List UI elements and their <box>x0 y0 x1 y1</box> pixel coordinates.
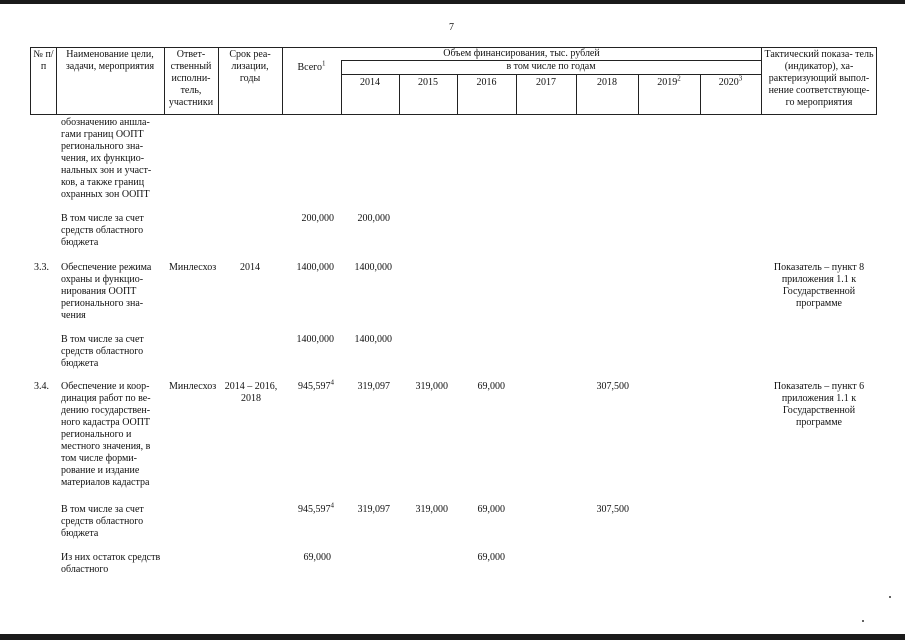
row-3-4-2016: 69,000 <box>477 381 505 392</box>
row-3-4-indicator: Показатель – пункт 6 приложения 1.1 к Государственной программе <box>773 381 865 428</box>
header-total: Всего$^1$ <box>297 59 326 73</box>
header-responsible: Ответ- ственный исполни- тель, участники <box>168 49 214 108</box>
row-3-3-subrow-name: В том числе за счет средств областного бюджета <box>61 334 144 369</box>
remainder-row-total: 69,000 <box>303 552 331 563</box>
remainder-row-2016: 69,000 <box>477 552 505 563</box>
row-3-4-2014: 319,097 <box>357 381 390 392</box>
row-3-4-subrow-2018: 307,500 <box>596 504 629 515</box>
top-scan-border <box>0 0 905 4</box>
row-3-4-number: 3.4. <box>34 381 49 392</box>
row-3-4-responsible: Минлесхоз <box>169 381 217 392</box>
header-year-2019: 2019$^2$ <box>657 74 681 88</box>
header-by-years: в том числе по годам <box>506 61 596 72</box>
row-3-4-subrow-2016: 69,000 <box>477 504 505 515</box>
page-number: 7 <box>449 22 454 33</box>
header-num: № п/п <box>33 49 54 72</box>
row-3-3-total: 1400,000 <box>296 262 334 273</box>
header-indicator: Тактический показа- тель (индикатор), ха- рактеризующий выпол- нение соответствующе- го мероприятия <box>764 49 874 108</box>
header-year-2016: 2016 <box>476 77 497 88</box>
cont-subrow-total: 200,000 <box>301 213 334 224</box>
row-3-4-name: Обеспечение и коор- динация работ по ве- дению государствен- ного кадастра ООПТ регионального и местного значения, в том числе форми- рование и издание материалов кадастра <box>61 381 151 488</box>
cont-measure-name: обозначению аншла- гами границ ООПТ регионального зна- чения, их функцио- нальных зон и участ- ков, а также границ охранных зон ООПТ <box>61 117 152 200</box>
row-3-3-subrow-2014: 1400,000 <box>354 334 392 345</box>
row-3-4-total: 945,597$^4$ <box>298 378 334 392</box>
cont-subrow-name: В том числе за счет средств областного бюджета <box>61 213 144 248</box>
header-name: Наименование цели, задачи, мероприятия <box>65 49 155 72</box>
row-3-3-number: 3.3. <box>34 262 49 273</box>
header-year-2020: 2020$^3$ <box>718 74 743 88</box>
row-3-4-subrow-2015: 319,000 <box>415 504 448 515</box>
row-3-3-responsible: Минлесхоз <box>169 262 217 273</box>
row-3-3-name: Обеспечение режима охраны и функцио- нирования ООПТ регионального зна- чения <box>61 262 152 321</box>
header-year-2015: 2015 <box>418 77 438 88</box>
row-3-4-2015: 319,000 <box>415 381 448 392</box>
remainder-row-name: Из них остаток средств областного <box>61 552 161 575</box>
row-3-4-subrow-name: В том числе за счет средств областного бюджета <box>61 504 144 539</box>
bottom-scan-border <box>0 634 905 640</box>
row-3-4-subrow-2014: 319,097 <box>357 504 390 515</box>
row-3-4-subrow-total: 945,597$^4$ <box>298 501 334 515</box>
header-year-2018: 2018 <box>597 77 617 88</box>
row-3-3-subrow-total: 1400,000 <box>296 334 334 345</box>
row-3-3-indicator: Показатель – пункт 8 приложения 1.1 к Государственной программе <box>773 262 865 309</box>
row-3-3-term: 2014 <box>240 262 260 273</box>
header-funding: Объем финансирования, тыс. рублей <box>443 48 600 59</box>
row-3-3-2014: 1400,000 <box>354 262 392 273</box>
scan-speck <box>889 596 891 598</box>
header-term: Срок реа- лизации, годы <box>229 49 271 84</box>
header-year-2017: 2017 <box>536 77 556 88</box>
scan-speck <box>862 620 864 622</box>
row-3-4-2018: 307,500 <box>596 381 629 392</box>
row-3-4-term: 2014 – 2016, 2018 <box>224 381 278 404</box>
header-year-2014: 2014 <box>360 77 380 88</box>
cont-subrow-2014: 200,000 <box>357 213 390 224</box>
